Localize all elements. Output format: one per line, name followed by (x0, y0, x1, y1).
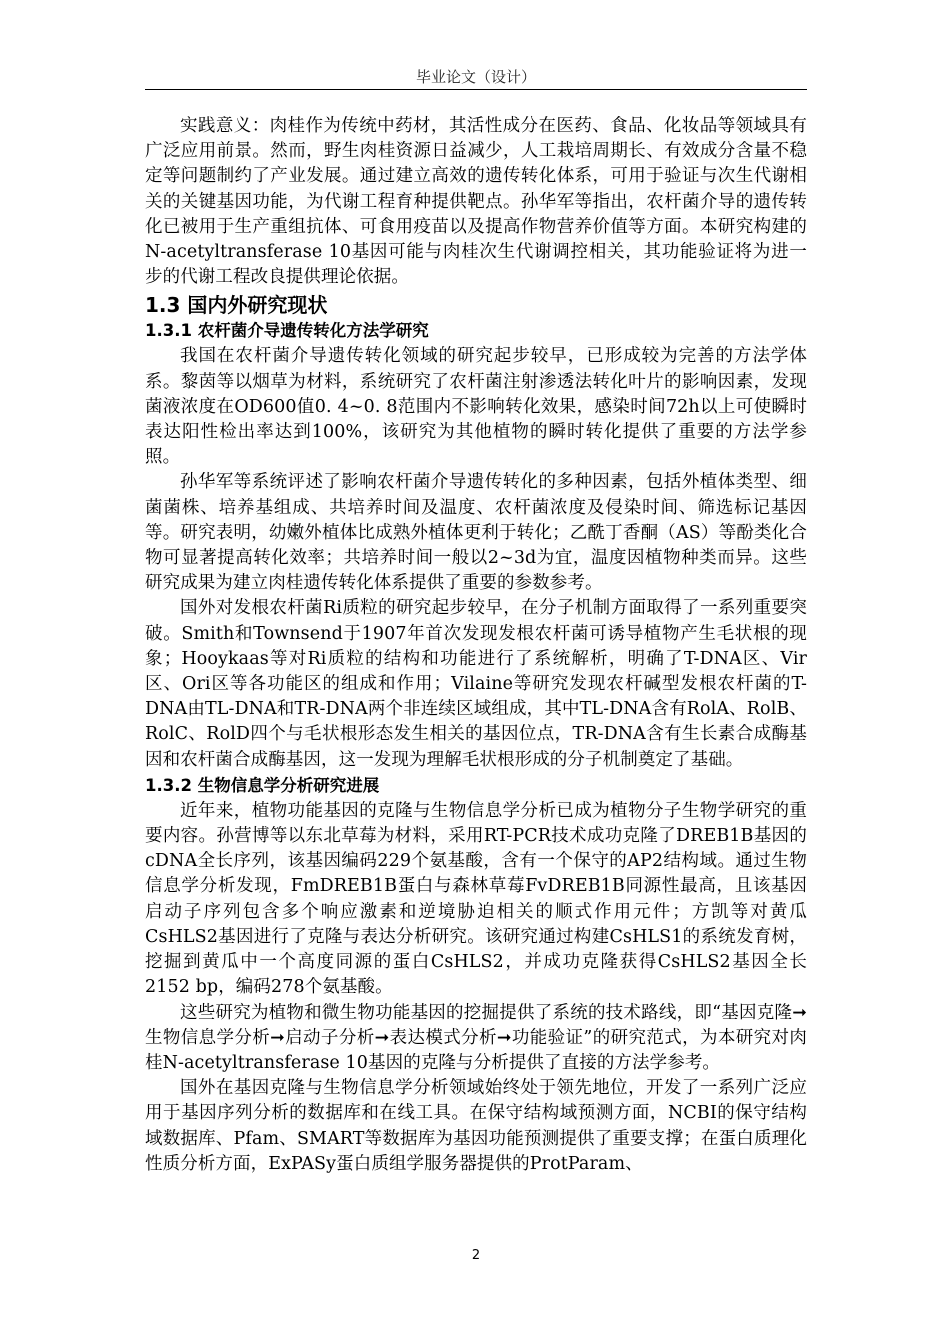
paragraph-foreign-tools: 国外在基因克隆与生物信息学分析领域始终处于领先地位，开发了一系列广泛应用于基因序列分析的数据库和在线工具。在保守结构域预测方面，NCBI的保守结构域数据库、Pfam、SMART等数据库为基因功能预测提供了重要支撑；在蛋白质理化性质分析方面，ExPASy蛋白质组学服务器提供的ProtParam、 (145, 1078, 807, 1174)
subsection-heading-1-3-1: 1.3.1 农杆菌介导遗传转化方法学研究 (145, 321, 429, 341)
paragraph-ri-plasmid: 国外对发根农杆菌Ri质粒的研究起步较早，在分子机制方面取得了一系列重要突破。Smith和Townsend于1907年首次发现发根农杆菌可诱导植物产生毛状根的现象；Hooykaas等对Ri质粒的结构和功能进行了系统解析，明确了T-DNA区、Vir区、Ori区等各功能区的组成和作用；Vilaine等研究发现农杆碱型发根农杆菌的T-DNA由TL-DNA和TR-DNA两个非连续区域组成，其中TL-DNA含有RolA、RolB、RolC、RolD四个与毛状根形态发生相关的基因位点，TR-DNA含有生长素合成酶基因和农杆菌合成酶基因，这一发现为理解毛状根形成的分子机制奠定了基础。 (145, 598, 807, 770)
paragraph-domestic-transformation: 我国在农杆菌介导遗传转化领域的研究起步较早，已形成较为完善的方法学体系。黎茵等以烟草为材料，系统研究了农杆菌注射渗透法转化叶片的影响因素，发现菌液浓度在OD600值0. 4~0. 8范围内不影响转化效果，感染时间72h以上可使瞬时表达阳性检出率达到100%，该研究为其他植物的瞬时转化提供了重要的方法学参照。 (145, 346, 807, 468)
section-heading-1-3: 1.3 国内外研究现状 (145, 293, 328, 318)
paragraph-gene-cloning: 近年来，植物功能基因的克隆与生物信息学分析已成为植物分子生物学研究的重要内容。孙营博等以东北草莓为材料，采用RT-PCR技术成功克隆了DREB1B基因的cDNA全长序列，该基因编码229个氨基酸，含有一个保守的AP2结构域。通过生物信息学分析发现，FmDREB1B蛋白与森林草莓FvDREB1B同源性最高，且该基因启动子序列包含多个响应激素和逆境胁迫相关的顺式作用元件；方凯等对黄瓜CsHLS2基因进行了克隆与表达分析研究。该研究通过构建CsHLS1的系统发育树，挖掘到黄瓜中一个高度同源的蛋白CsHLS2，并成功克隆获得CsHLS2基因全长2152 bp，编码278个氨基酸。 (145, 800, 807, 998)
subsection-heading-1-3-2: 1.3.2 生物信息学分析研究进展 (145, 775, 380, 795)
paragraph-research-paradigm: 这些研究为植物和微生物功能基因的挖掘提供了系统的技术路线，即“基因克隆➞生物信息学分析➞启动子分析➞表达模式分析➞功能验证”的研究范式，为本研究对肉桂N-acetyltransferase 10基因的克隆与分析提供了直接的方法学参考。 (145, 1002, 807, 1073)
header-divider (145, 89, 807, 90)
page-body (145, 114, 807, 1177)
page-number: 2 (471, 1248, 481, 1263)
paragraph-transformation-factors: 孙华军等系统评述了影响农杆菌介导遗传转化的多种因素，包括外植体类型、细菌菌株、培养基组成、共培养时间及温度、农杆菌浓度及侵染时间、筛选标记基因等。研究表明，幼嫩外植体比成熟外植体更利于转化；乙酰丁香酮（AS）等酚类化合物可显著提高转化效率；共培养时间一般以2~3d为宜，温度因植物种类而异。这些研究成果为建立肉桂遗传转化体系提供了重要的参数参考。 (145, 472, 807, 594)
page-header: 毕业论文（设计） (415, 68, 536, 86)
paragraph-practical-significance: 实践意义：肉桂作为传统中药材，其活性成分在医药、食品、化妆品等领域具有广泛应用前景。然而，野生肉桂资源日益减少，人工栽培周期长、有效成分含量不稳定等问题制约了产业发展。通过建立高效的遗传转化体系，可用于验证与次生代谢相关的关键基因功能，为代谢工程育种提供靶点。孙华军等指出，农杆菌介导的遗传转化已被用于生产重组抗体、可食用疫苗以及提高作物营养价值等方面。本研究构建的N-acetyltransferase 10基因可能与肉桂次生代谢调控相关，其功能验证将为进一步的代谢工程改良提供理论依据。 (145, 116, 807, 288)
